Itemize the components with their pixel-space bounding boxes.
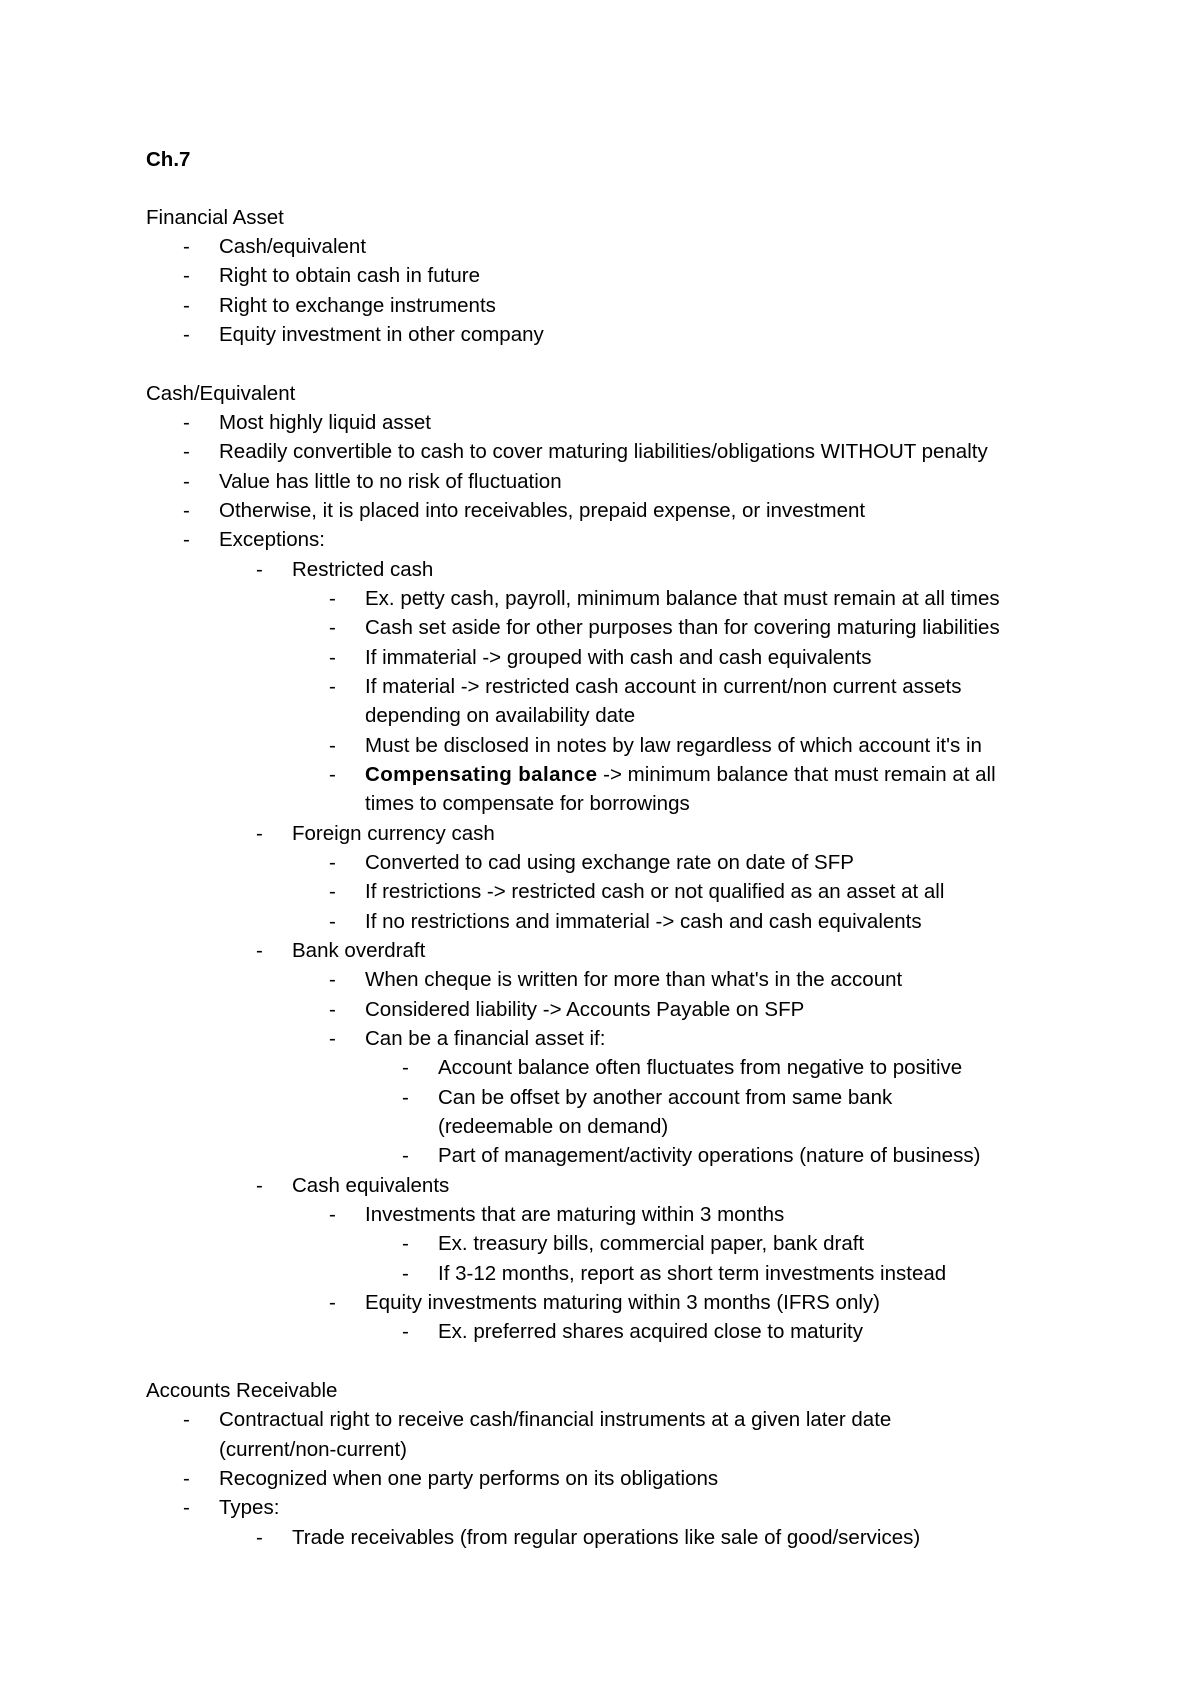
list-item-continuation: (redeemable on demand) [438, 1115, 669, 1138]
section-heading-cash-equivalent: Cash/Equivalent [146, 382, 296, 405]
section-heading-accounts-receivable: Accounts Receivable [146, 1379, 338, 1402]
list-item-continuation: depending on availability date [365, 704, 636, 727]
section-heading-financial-asset: Financial Asset [146, 206, 284, 229]
document-page: Ch.7 Financial Asset - Cash/equivalent - Right to obtain cash in future - Right to exchange instruments - Equity investment in other company Cash/Equivalent - Most highly liquid asset - Readily convertible to cash to cover maturing liabilities/obligations WITHOUT penalty - Value has little to no risk of fluctuation - Otherwise, it is placed into receivables, prepaid expense, or investment - Exceptions: - Restricted cash - Ex. petty cash, payroll, minimum balance that must remain at all times - Cash set aside for other purposes than for covering maturing liabilities - If immaterial -> grouped with cash and cash equivalents - If material -> restricted cash account in current/non current assets depending on availability date - Must be disclosed in notes by law regardless of which account it's in - Compensating balance -> minimum balance that must remain at all times to compensate for borrowings - Foreign currency cash - Converted to cad using exchange rate on date of SFP - If restrictions -> restricted cash or not qualified as an asset at all - If no restrictions and immaterial -> cash and cash equivalents - Bank overdraft - When cheque is written for more than what's in the account - Considered liability -> Accounts Payable on SFP - Can be a financial asset if: - Account balance often fluctuates from negative to positive - Can be offset by another account from same bank (redeemable on demand) - Part of management/activity operations (nature of business) - Cash equivalents - Investments that are maturing within 3 months - Ex. treasury bills, commercial paper, bank draft - If 3-12 months, report as short term investments instead - Equity investments maturing within 3 months (IFRS only) - Ex. preferred shares acquired close to maturity Accounts Receivable - Contractual right to receive cash/financial instruments at a given later date (current/non-current) - Recognized when one party performs on its obligations - Types: - Trade receivables (from regular operations like sale of good/services) [0, 0, 1200, 1698]
page-title: Ch.7 [146, 148, 191, 171]
list-item-continuation: (current/non-current) [219, 1438, 407, 1461]
list-item-continuation: times to compensate for borrowings [365, 792, 690, 815]
compensating-balance-term: Compensating balance [365, 763, 598, 786]
